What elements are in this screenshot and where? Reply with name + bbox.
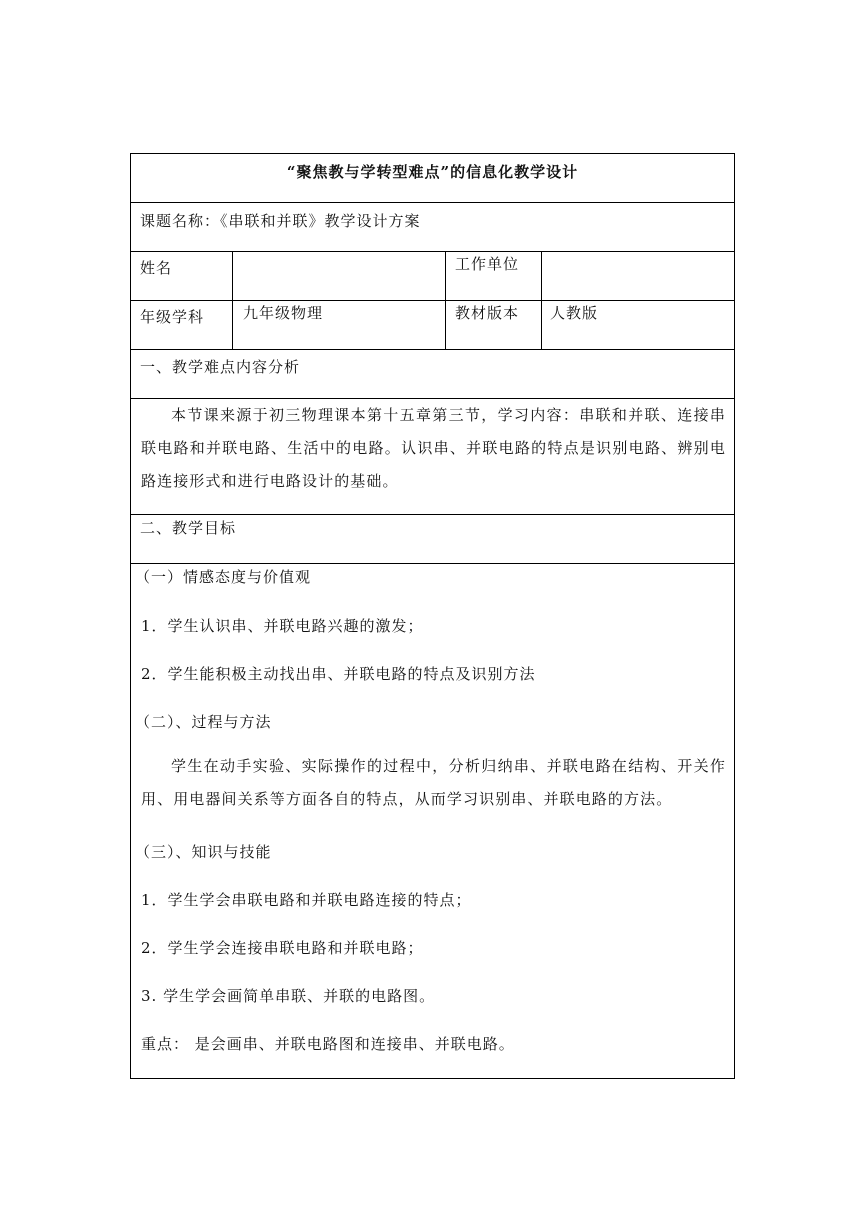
list-item: 3. 学生学会画简单串联、并联的电路图。 <box>141 987 436 1005</box>
subheading-knowledge: （三）、知识与技能 <box>135 843 272 861</box>
section2-content-row <box>131 564 734 1078</box>
section1-heading: 一、教学难点内容分析 <box>140 358 301 376</box>
lesson-plan-table <box>130 153 735 1079</box>
name-row <box>131 252 734 301</box>
process-paragraph: 学生在动手实验、实际操作的过程中，分析归纳串、并联电路在结构、开关作用、用电器间关系等方面各自的特点，从而学习识别串、并联电路的方法。 <box>141 757 726 808</box>
topic-label: 课题名称：《串联和并联》教学设计方案 <box>140 212 421 230</box>
key-point: 重点： 是会画串、并联电路图和连接串、并联电路。 <box>141 1035 515 1053</box>
list-item: 1．学生认识串、并联电路兴趣的激发； <box>141 617 424 635</box>
list-item: 1．学生学会串联电路和并联电路连接的特点； <box>141 891 472 909</box>
list-item: 2．学生学会连接串联电路和并联电路； <box>141 939 424 957</box>
edition-value-cell <box>541 301 734 349</box>
name-label: 姓名 <box>140 259 173 277</box>
work-label-cell <box>445 252 541 300</box>
list-item: 2．学生能积极主动找出串、并联电路的特点及识别方法 <box>141 665 536 683</box>
grade-row <box>131 301 734 350</box>
topic-row <box>131 203 734 252</box>
work-label: 工作单位 <box>455 255 520 273</box>
section2-heading: 二、教学目标 <box>140 519 237 537</box>
grade-label: 年级学科 <box>140 308 205 326</box>
edition-label-cell <box>445 301 541 349</box>
subheading-process: （二）、过程与方法 <box>135 713 272 731</box>
subheading-attitude: （一）情感态度与价值观 <box>135 568 312 586</box>
title-row <box>131 154 734 203</box>
document-title: “聚焦教与学转型难点”的信息化教学设计 <box>286 163 579 181</box>
section2-heading-row <box>131 515 734 564</box>
grade-value: 九年级物理 <box>243 304 324 322</box>
section1-content-row <box>131 399 734 515</box>
edition-label: 教材版本 <box>455 304 520 322</box>
name-value-cell <box>232 252 445 300</box>
work-value-cell <box>541 252 734 300</box>
grade-value-cell <box>232 301 445 349</box>
section1-paragraph: 本节课来源于初三物理课本第十五章第三节，学习内容：串联和并联、连接串联电路和并联电路、生活中的电路。认识串、并联电路的特点是识别电路、辨别电路连接形式和进行电路设计的基础。 <box>141 406 726 490</box>
edition-value: 人教版 <box>550 304 599 322</box>
section1-heading-row <box>131 350 734 399</box>
